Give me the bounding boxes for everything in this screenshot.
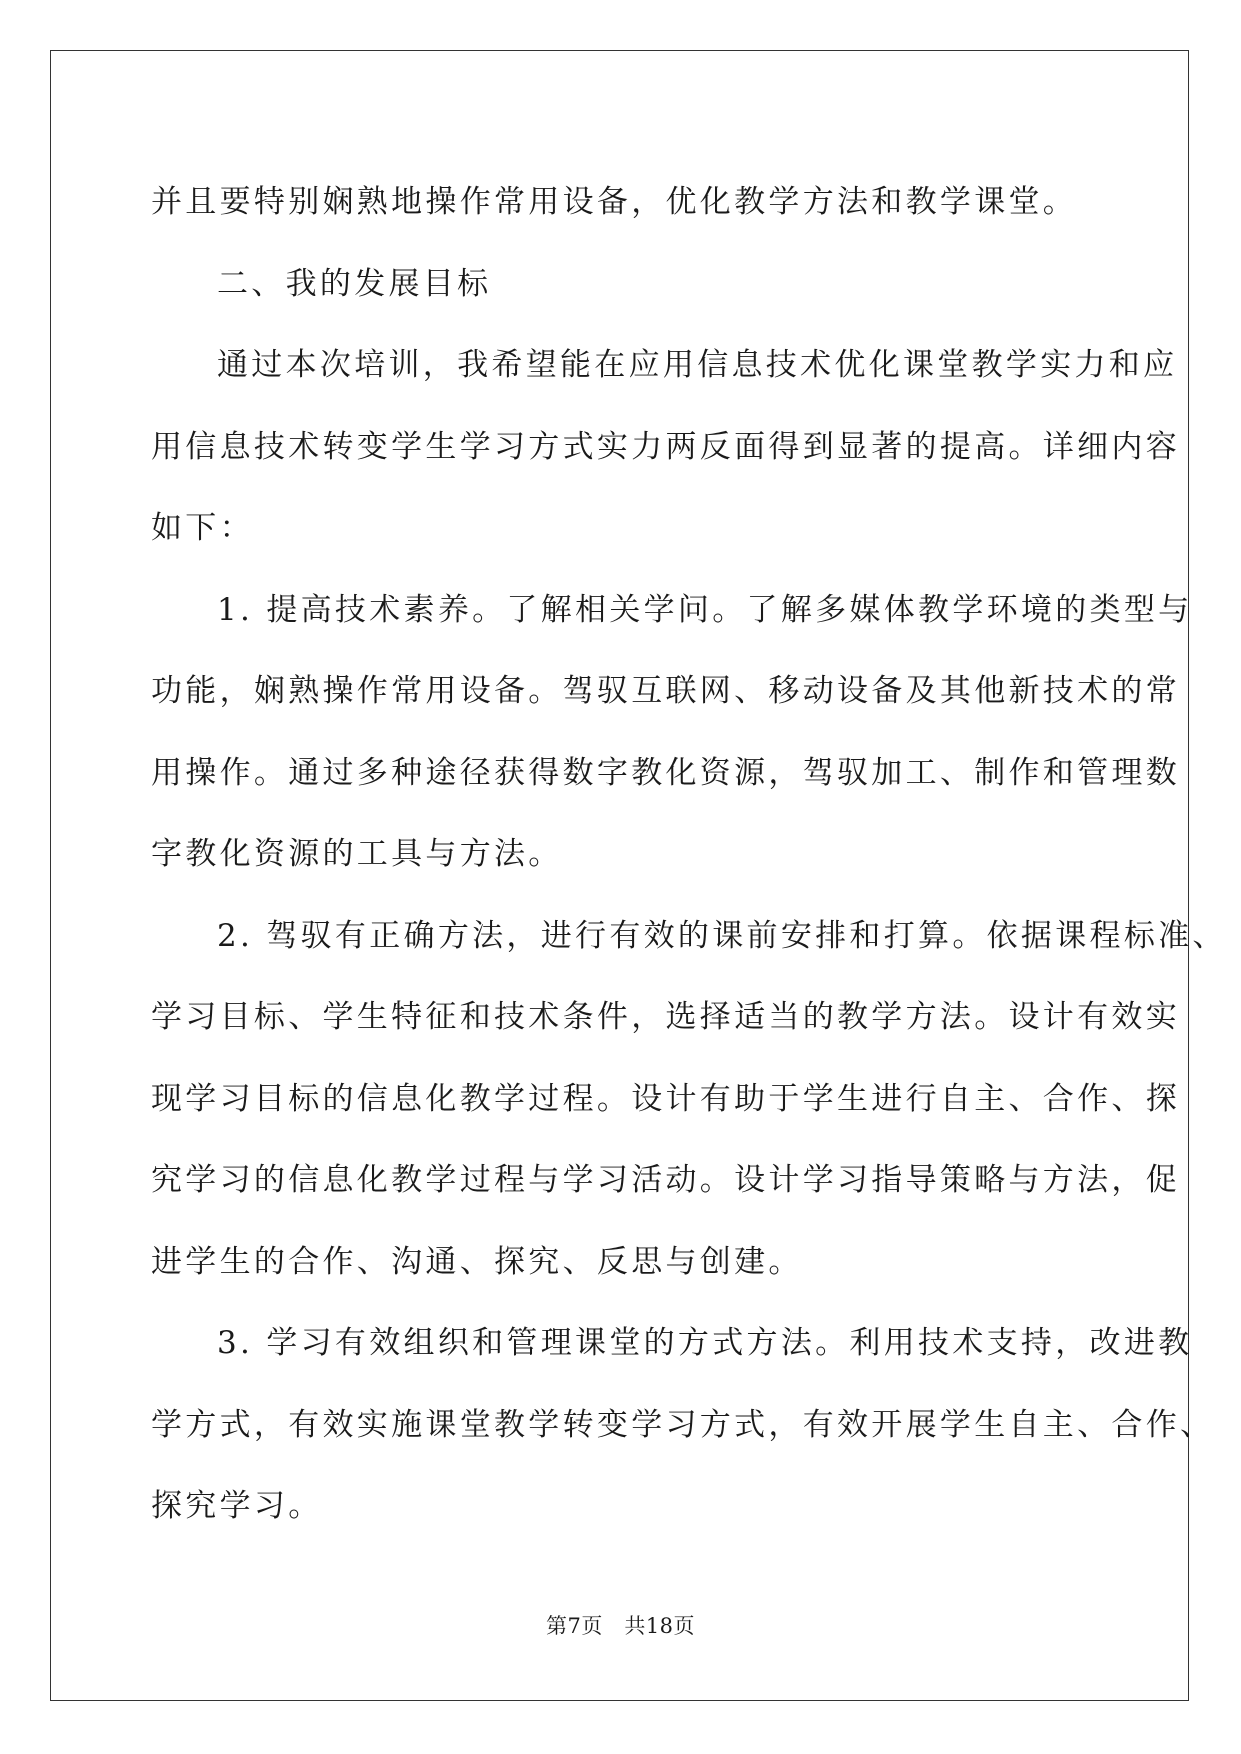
text-line: 现学习目标的信息化教学过程。设计有助于学生进行自主、合作、探 xyxy=(151,1080,1180,1117)
text-line: 用信息技术转变学生学习方式实力两反面得到显著的提高。详细内容 xyxy=(151,428,1180,465)
text-line: 如下： xyxy=(151,510,254,546)
document-body xyxy=(151,162,1227,1548)
text-line: 探究学习。 xyxy=(151,1488,323,1524)
text-line: 字教化资源的工具与方法。 xyxy=(151,836,563,872)
text-line: 通过本次培训，我希望能在应用信息技术优化课堂教学实力和应 xyxy=(217,347,1178,383)
list-item-3: 3. 学习有效组织和管理课堂的方式方法。利用技术支持，改进教 xyxy=(217,1325,1193,1361)
text-line: 用操作。通过多种途径获得数字教化资源，驾驭加工、制作和管理数 xyxy=(151,754,1180,791)
text-line: 并且要特别娴熟地操作常用设备，优化教学方法和教学课堂。 xyxy=(151,184,1078,220)
text-line: 学方式，有效实施课堂教学转变学习方式，有效开展学生自主、合作、 xyxy=(151,1406,1215,1443)
text-line: 进学生的合作、沟通、探究、反思与创建。 xyxy=(151,1243,803,1280)
page-footer: 第7页 共18页 xyxy=(545,1614,696,1638)
list-item-1: 1. 提高技术素养。了解相关学问。了解多媒体教学环境的类型与 xyxy=(217,591,1193,628)
text-line: 功能，娴熟操作常用设备。驾驭互联网、移动设备及其他新技术的常 xyxy=(151,673,1180,709)
text-line: 学习目标、学生特征和技术条件，选择适当的教学方法。设计有效实 xyxy=(151,999,1180,1035)
list-item-2: 2. 驾驭有正确方法，进行有效的课前安排和打算。依据课程标准、 xyxy=(217,917,1227,954)
text-line: 究学习的信息化教学过程与学习活动。设计学习指导策略与方法，促 xyxy=(151,1162,1180,1198)
section-heading: 二、我的发展目标 xyxy=(217,265,492,302)
